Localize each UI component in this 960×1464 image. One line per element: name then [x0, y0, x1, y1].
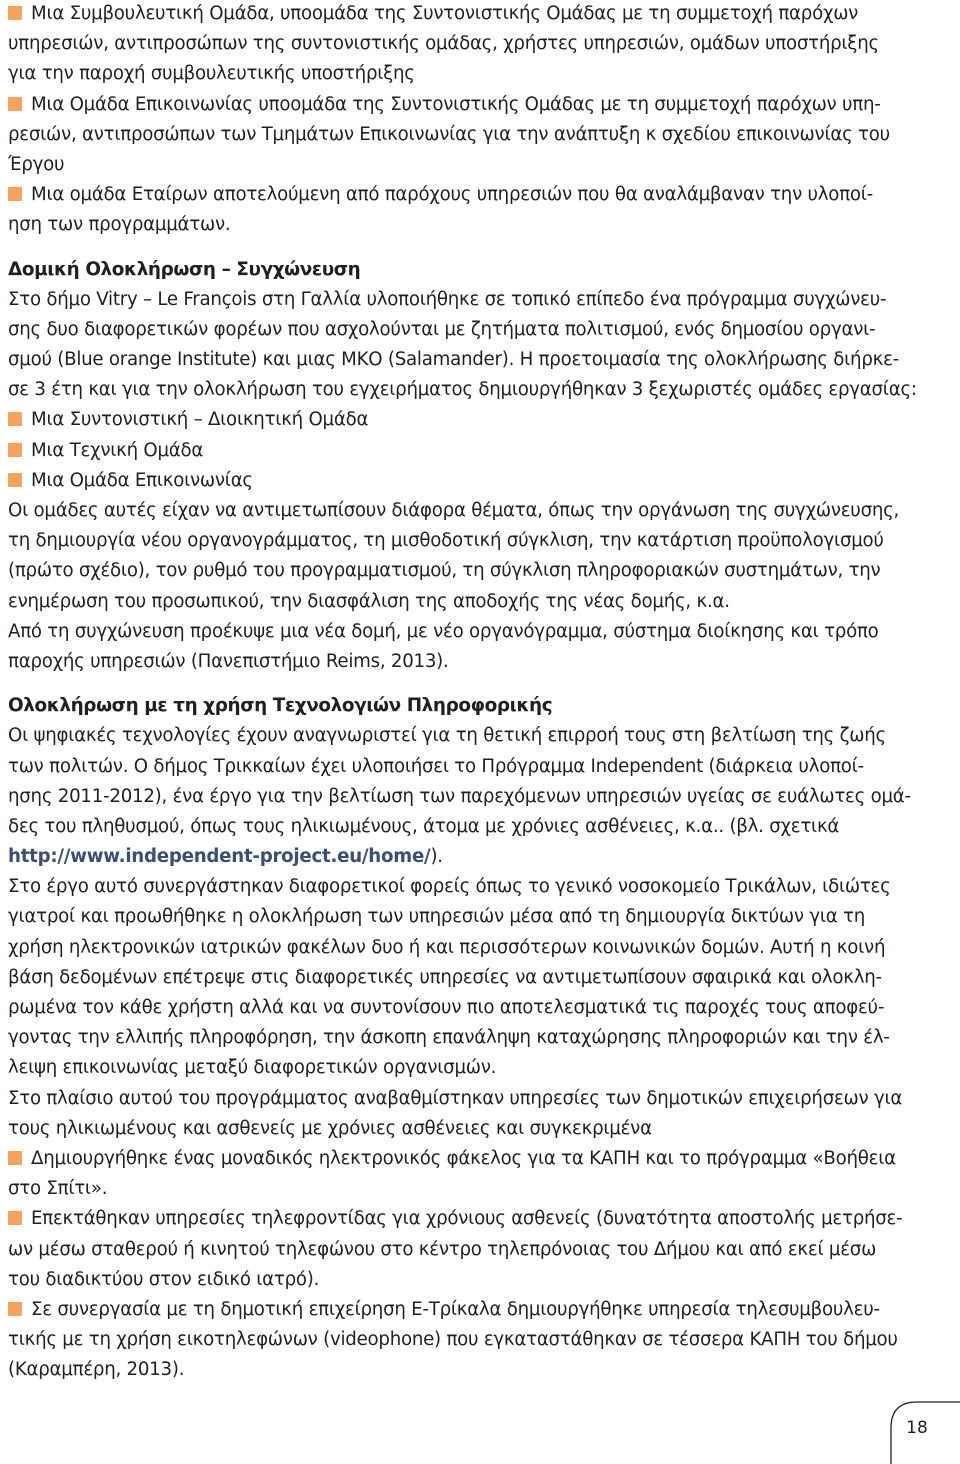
paragraph-line: βάση δεδομένων επέτρεψε στις διαφορετικές υπηρεσίες να αντιμετωπίσουν σφαιρικά και ολοκλη-	[8, 966, 882, 988]
page-number-box	[881, 1398, 960, 1464]
bullet-text: Επεκτάθηκαν υπηρεσίες τηλεφροντίδας για χρόνιους ασθενείς (δυνατότητα αποστολής μετρήσε-	[31, 1208, 903, 1230]
paragraph-line: Στο πλαίσιο αυτού του προγράμματος αναβαθμίστηκαν υπηρεσίες των δημοτικών επιχειρήσεων για	[8, 1087, 903, 1109]
paragraph	[8, 721, 911, 872]
list-item-line: (Καραμπέρη, 2013).	[8, 1359, 185, 1381]
bullet-text: Δημιουργήθηκε ένας μοναδικός ηλεκτρονικός φάκελος για τα ΚΑΠΗ και το πρόγραμμα «Βοήθεια	[31, 1147, 896, 1169]
list-item-line: ηση των προγραμμάτων.	[8, 214, 231, 236]
square-bullet-icon	[8, 443, 22, 457]
document-page	[8, 0, 917, 1385]
square-bullet-icon	[8, 1302, 22, 1316]
square-bullet-icon	[8, 187, 22, 201]
square-bullet-icon	[8, 6, 22, 20]
list-item-line	[8, 180, 894, 210]
list-item-line	[8, 1295, 894, 1325]
bullet-text: Μια Ομάδα Επικοινωνίας	[31, 469, 253, 491]
list-item-line	[8, 1144, 894, 1174]
square-bullet-icon	[8, 412, 22, 426]
paragraph-line: ησης 2011-2012), ένα έργο για την βελτίωση των παρεχόμενων υπηρεσιών υγείας σε ευάλωτες ομά-	[8, 785, 911, 807]
paragraph-line: τη δημιουργία νέου οργανογράμματος, τη μισθοδοτική σύγκλιση, την κατάρτιση προϋπολογισμού	[8, 530, 884, 552]
square-bullet-icon	[8, 1151, 22, 1165]
list-item-line: Έργου	[8, 153, 65, 175]
paragraph	[8, 617, 894, 677]
paragraph-line: παροχής υπηρεσιών (Πανεπιστήμιο Reims, 2013).	[8, 650, 449, 672]
paragraph-line: σμού (Blue orange Institute) και μιας ΜΚΟ (Salamander). Η προετοιμασία της ολοκλήρωσης διήρκε-	[8, 349, 899, 371]
list-item	[8, 436, 894, 466]
paragraph-line: δες του πληθυσμού, όπως τους ηλικιωμένους, άτομα με χρόνιες ασθένειες, κ.α.. (βλ. σχετικά	[8, 815, 840, 837]
paragraph	[8, 872, 894, 1083]
paragraph	[8, 285, 917, 406]
section-heading: Ολοκλήρωση με τη χρήση Τεχνολογιών Πληροφορικής	[8, 695, 553, 717]
list-item-line: υπηρεσιών, αντιπροσώπων της συντονιστικής ομάδας, χρήστες υπηρεσιών, ομάδων υποστήριξης	[8, 33, 879, 55]
list-item-line: του διαδικτύου στον ειδικό ιατρό).	[8, 1268, 320, 1290]
bullet-text: Μια ομάδα Εταίρων αποτελούμενη από παρόχους υπηρεσιών που θα αναλάμβαναν την υλοποί-	[31, 184, 873, 206]
paragraph-line: γοντας την ελλιπής πληροφόρηση, την άσκοπη επανάληψη καταχώρησης πληροφοριών και την έλ-	[8, 1027, 890, 1049]
square-bullet-icon	[8, 473, 22, 487]
paragraph-line: Οι ψηφιακές τεχνολογίες έχουν αναγνωριστεί για τη θετική επιρροή τους στη βελτίωση της ζωής	[8, 725, 886, 747]
paragraph-line: ενημέρωση του προσωπικού, την διασφάλιση της αποδοχής της νέας δομής, κ.α.	[8, 590, 730, 612]
paragraph-line	[8, 842, 894, 872]
bullet-text: Μια Ομάδα Επικοινωνίας υποομάδα της Συντονιστικής Ομάδας με τη συμμετοχή παρόχων υπη-	[31, 93, 881, 115]
paragraph-line: (πρώτο σχέδιο), τον ρυθμό του προγραμματισμού, τη σύγκλιση πληροφοριακών συστημάτων, την	[8, 560, 881, 582]
list-item-line: ρεσιών, αντιπροσώπων των Τμημάτων Επικοινωνίας για την ανάπτυξη κ σχεδίου επικοινωνίας του	[8, 123, 890, 145]
link-suffix: ).	[430, 846, 443, 868]
service-bullet-list	[8, 1144, 903, 1386]
paragraph-line: γιατροί και προωθήθηκε η ολοκλήρωση των υπηρεσιών μέσα από τη δημιουργία δικτύων για τη	[8, 906, 866, 928]
list-item-line: ων μέσω σταθερού ή κινητού τηλεφώνου στο κέντρο τηλεπρόνοιας του Δήμου και από εκεί μέσω	[8, 1238, 877, 1260]
intro-bullet-list	[8, 0, 894, 241]
paragraph-line: σης δυο διαφορετικών φορέων που ασχολούνται με ζητήματα πολιτισμού, ενός δημοσίου οργανι-	[8, 318, 876, 340]
project-link[interactable]: http://www.independent-project.eu/home/	[8, 846, 431, 868]
list-item-line: για την παροχή συμβουλευτικής υποστήριξης	[8, 63, 415, 85]
paragraph-line: Στο δήμο Vitry – Le François στη Γαλλία υλοποιήθηκε σε τοπικό επίπεδο ένα πρόγραμμα συγχώνευ-	[8, 288, 887, 310]
list-item-line: στο Σπίτι».	[8, 1178, 108, 1200]
square-bullet-icon	[8, 97, 22, 111]
paragraph-line: Στο έργο αυτό συνεργάστηκαν διαφορετικοί φορείς όπως το γενικό νοσοκομείο Τρικάλων, ιδιώτες	[8, 876, 891, 898]
square-bullet-icon	[8, 1211, 22, 1225]
paragraph-line: τους ηλικιωμένους και ασθενείς με χρόνιες ασθένειες και συγκεκριμένα	[8, 1117, 652, 1139]
bullet-text: Σε συνεργασία με τη δημοτική επιχείρηση Ε-Τρίκαλα δημιουργήθηκε υπηρεσία τηλεσυμβουλευ-	[31, 1298, 880, 1320]
list-item-line	[8, 0, 894, 29]
bullet-text: Μια Συμβουλευτική Ομάδα, υποομάδα της Συντονιστικής Ομάδας με τη συμμετοχή παρόχων	[31, 3, 859, 24]
bullet-text: Μια Τεχνική Ομάδα	[31, 439, 204, 461]
list-item-line	[8, 90, 894, 120]
paragraph-line: σε 3 έτη και για την ολοκλήρωση του εγχειρήματος δημιουργήθηκαν 3 ξεχωριστές ομάδες εργασίας:	[8, 379, 917, 401]
section-heading: Δομική Ολοκλήρωση – Συγχώνευση	[8, 258, 361, 280]
paragraph	[8, 496, 900, 617]
list-item	[8, 466, 894, 496]
list-item	[8, 405, 894, 435]
paragraph-line: Οι ομάδες αυτές είχαν να αντιμετωπίσουν διάφορα θέματα, όπως την οργάνωση της συγχώνευσης,	[8, 500, 900, 521]
paragraph-line: λειψη επικοινωνίας μεταξύ διαφορετικών οργανισμών.	[8, 1057, 497, 1079]
paragraph-line: χρήση ηλεκτρονικών ιατρικών φακέλων δυο ή και περισσότερων κοινωνικών δομών. Αυτή η κοινή	[8, 936, 886, 958]
team-bullet-list	[8, 405, 894, 496]
paragraph	[8, 1084, 903, 1144]
page-number: 18	[906, 1418, 928, 1438]
paragraph-line: των πολιτών. Ο δήμος Τρικκαίων έχει υλοποιήσει το Πρόγραμμα Independent (διάρκεια υλοποί-	[8, 755, 864, 777]
bullet-text: Μια Συντονιστική – Διοικητική Ομάδα	[31, 409, 369, 431]
list-item-line: τικής με τη χρήση εικοτηλεφώνων (videophone) που εγκαταστάθηκαν σε τέσσερα ΚΑΠΗ του δήμου	[8, 1329, 898, 1351]
paragraph-line: Από τη συγχώνευση προέκυψε μια νέα δομή, με νέο οργανόγραμμα, σύστημα διοίκησης και τρόπο	[8, 620, 879, 642]
paragraph-line: ρωμένα τον κάθε χρήστη αλλά και να συντονίσουν πιο αποτελεσματικά τις παροχές τους αποφεύ-	[8, 997, 885, 1018]
list-item-line	[8, 1204, 903, 1234]
